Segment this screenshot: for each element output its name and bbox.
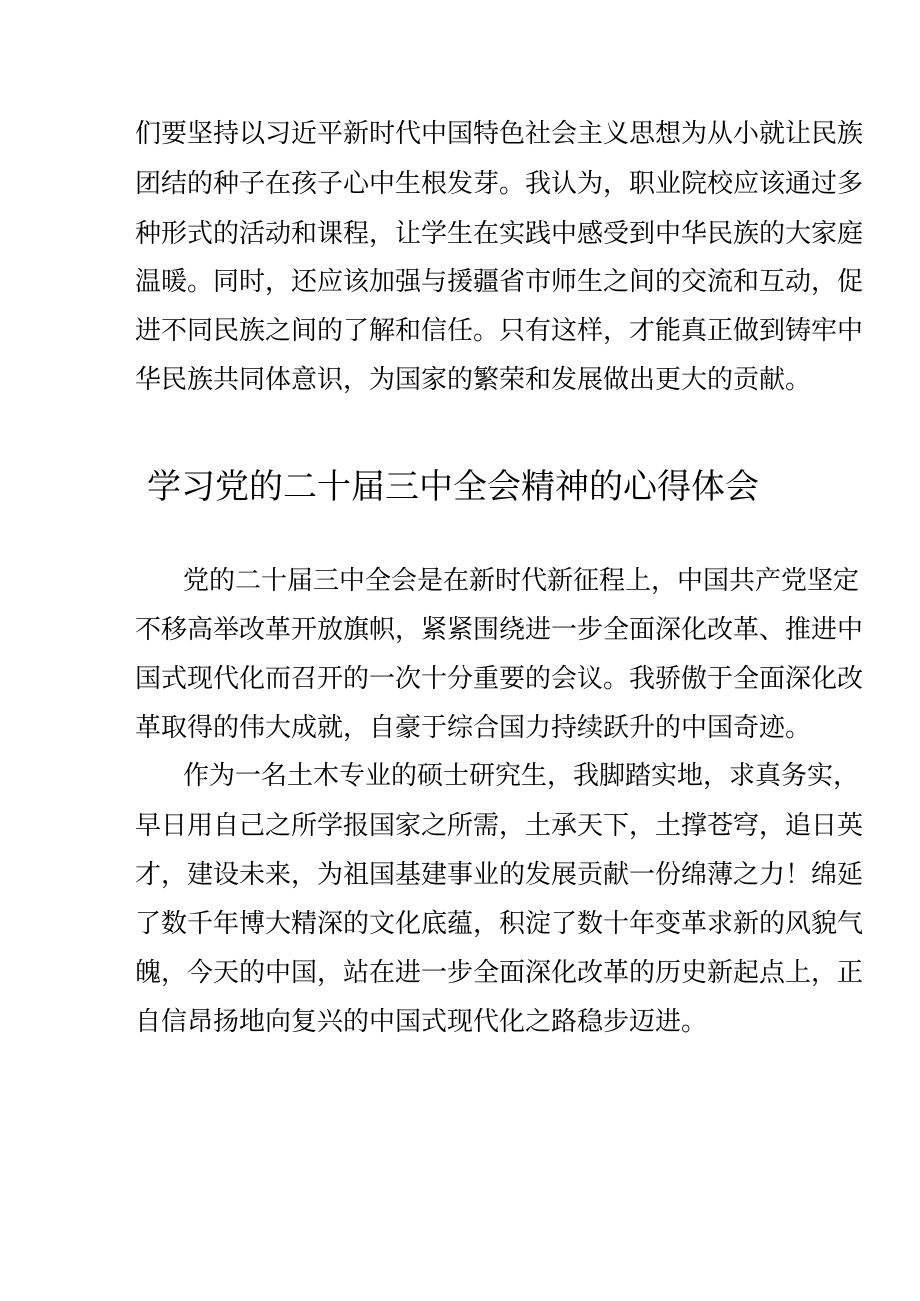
text-line: 们要坚持以习近平新时代中国特色社会主义思想为从小就让民族 (135, 119, 864, 149)
text-line: 进不同民族之间的了解和信任。只有这样，才能真正做到铸牢中 (135, 316, 864, 346)
text-line: 了数千年博大精深的文化底蕴，积淀了数十年变革求新的风貌气 (135, 909, 864, 939)
text-line: 不移高举改革开放旗帜，紧紧围绕进一步全面深化改革、推进中 (135, 615, 864, 645)
article-title: 学习党的二十届三中全会精神的心得体会 (147, 467, 759, 507)
text-line: 团结的种子在孩子心中生根发芽。我认为，职业院校应该通过多 (135, 169, 864, 199)
text-line: 国式现代化而召开的一次十分重要的会议。我骄傲于全面深化改 (135, 664, 864, 694)
text-line: 革取得的伟大成就，自豪于综合国力持续跃升的中国奇迹。 (135, 713, 812, 743)
text-line: 温暖。同时，还应该加强与援疆省市师生之间的交流和互动，促 (135, 267, 864, 297)
text-line: 种形式的活动和课程，让学生在实践中感受到中华民族的大家庭 (135, 219, 864, 249)
text-line: 魄，今天的中国，站在进一步全面深化改革的历史新起点上，正 (135, 958, 864, 988)
text-line: 党的二十届三中全会是在新时代新征程上，中国共产党坚定 (183, 566, 860, 596)
text-line: 华民族共同体意识，为国家的繁荣和发展做出更大的贡献。 (135, 365, 812, 395)
text-line: 自信昂扬地向复兴的中国式现代化之路稳步迈进。 (135, 1007, 708, 1037)
text-line: 才，建设未来，为祖国基建事业的发展贡献一份绵薄之力！绵延 (135, 860, 864, 890)
text-line: 早日用自己之所学报国家之所需，土承天下，土撑苍穹，追日英 (135, 811, 864, 841)
text-line: 作为一名土木专业的硕士研究生，我脚踏实地，求真务实， (183, 761, 860, 791)
